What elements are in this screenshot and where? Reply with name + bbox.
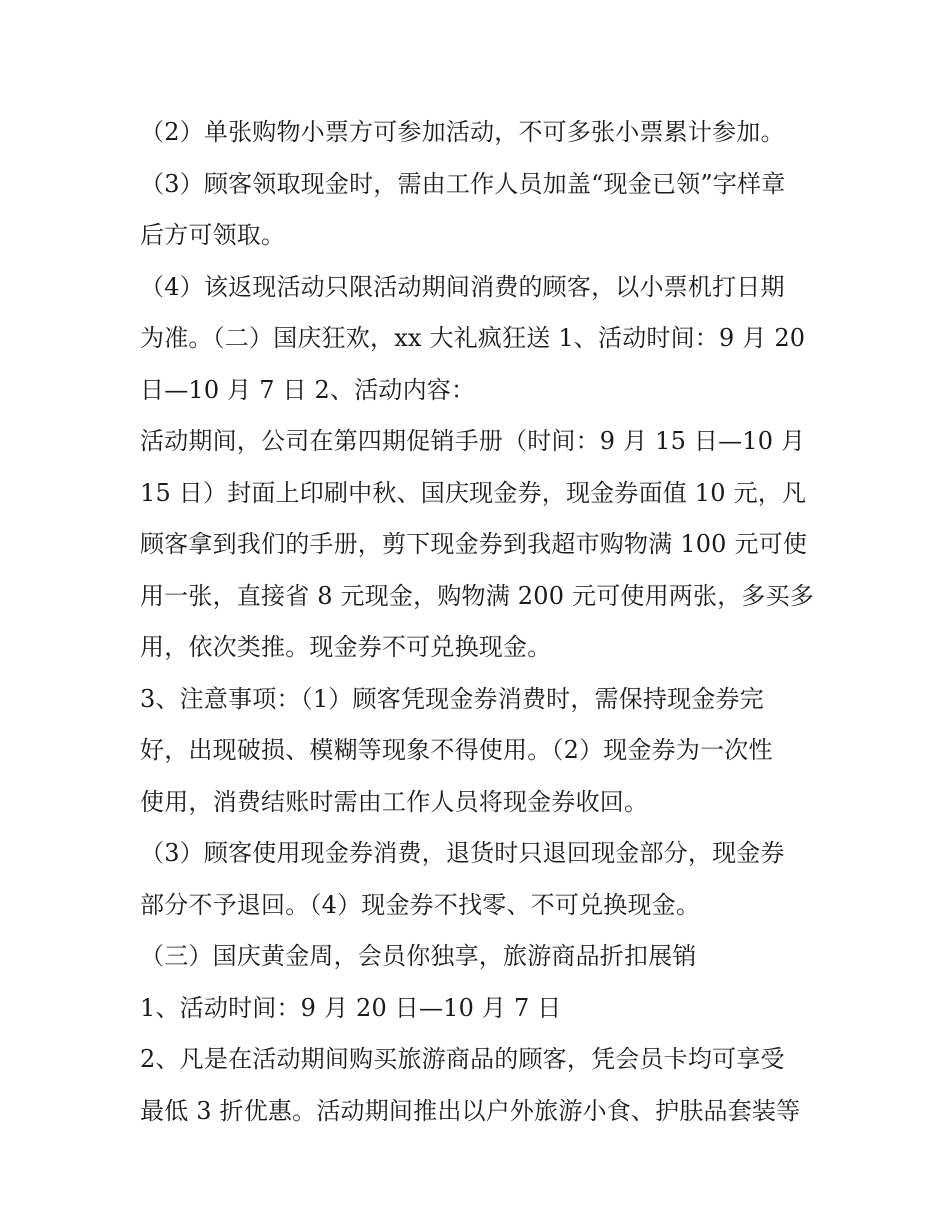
text-line: （2）单张购物小票方可参加活动，不可多张小票累计参加。 (140, 118, 785, 146)
text-line: 1、活动时间：9 月 20 日—10 月 7 日 (140, 993, 562, 1022)
text-line: （3）顾客领取现金时，需由工作人员加盖“现金已领”字样章 (140, 169, 786, 198)
text-line: （三）国庆黄金周，会员你独享，旅游商品折扣展销 (140, 942, 697, 970)
document-body (140, 107, 820, 1137)
text-line: 使用，消费结账时需由工作人员将现金券收回。 (140, 787, 649, 816)
text-line: 顾客拿到我们的手册，剪下现金券到我超市购物满 100 元可使 (140, 530, 808, 558)
text-line: （3）顾客使用现金券消费，退货时只退回现金部分，现金券 (140, 839, 785, 867)
text-line: 最低 3 折优惠。活动期间推出以户外旅游小食、护肤品套装等 (140, 1096, 801, 1125)
text-line: 部分不予退回。（4）现金券不找零、不可兑换现金。 (140, 890, 701, 919)
text-line: 后方可领取。 (140, 221, 286, 249)
text-line: 15 日）封面上印刷中秋、国庆现金券，现金券面值 10 元，凡 (140, 478, 807, 507)
text-line: 用，依次类推。现金券不可兑换现金。 (140, 633, 552, 661)
text-line: 3、注意事项：（1）顾客凭现金券消费时，需保持现金券完 (140, 684, 764, 713)
text-line: 2、凡是在活动期间购买旅游商品的顾客，凭会员卡均可享受 (140, 1045, 785, 1073)
text-line: （4）该返现活动只限活动期间消费的顾客，以小票机打日期 (140, 272, 785, 301)
text-line: 好，出现破损、模糊等现象不得使用。（2）现金券为一次性 (140, 736, 773, 764)
text-line: 为准。（二）国庆狂欢，xx 大礼疯狂送 1、活动时间：9 月 20 (140, 324, 806, 352)
text-line: 日—10 月 7 日 2、活动内容： (140, 375, 476, 404)
text-line: 活动期间，公司在第四期促销手册（时间：9 月 15 日—10 月 (140, 427, 806, 455)
text-line: 用一张，直接省 8 元现金，购物满 200 元可使用两张，多买多 (140, 581, 814, 610)
